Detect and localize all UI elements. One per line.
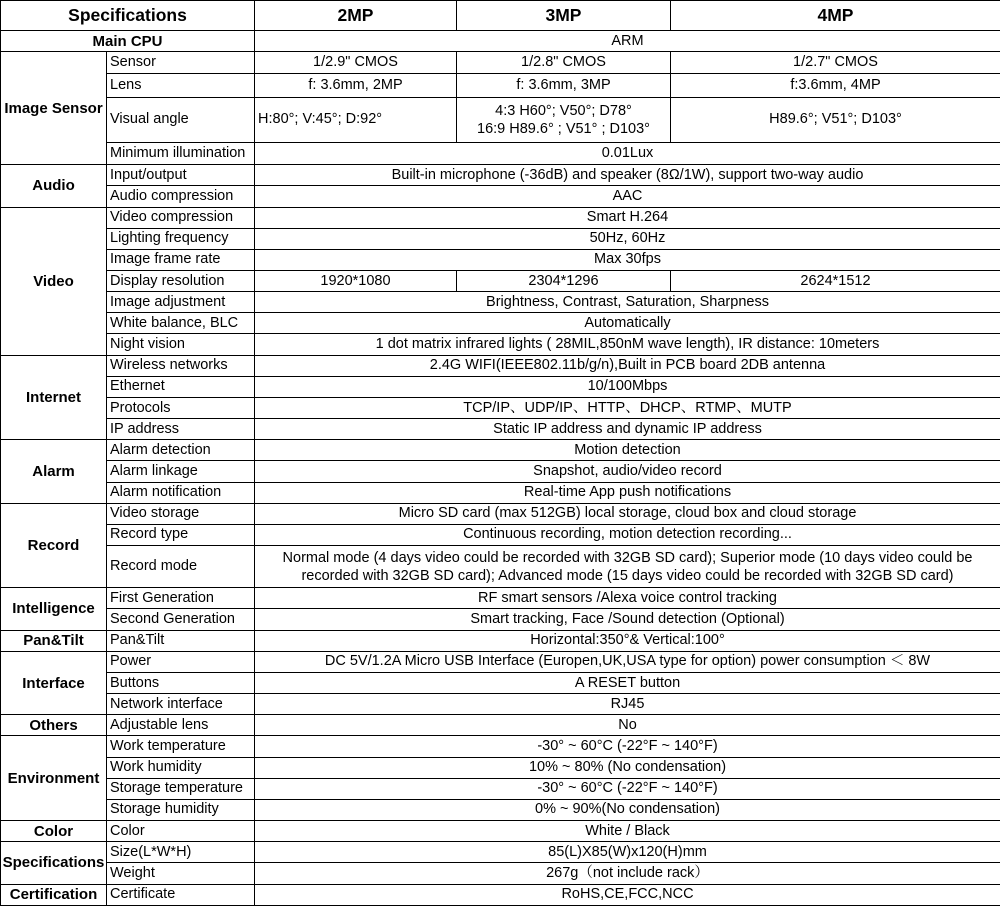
table-row	[1, 482, 1000, 503]
item-protocols: Protocols	[107, 397, 255, 418]
table-row	[1, 165, 1000, 186]
item-weight: Weight	[107, 863, 255, 884]
value-lighting-frequency: 50Hz, 60Hz	[255, 228, 1000, 249]
table-row	[1, 249, 1000, 270]
category-alarm: Alarm	[1, 440, 107, 503]
item-second-generation: Second Generation	[107, 609, 255, 630]
table-row	[1, 397, 1000, 418]
table-row	[1, 546, 1000, 588]
value-visual-angle-2mp: H:80°; V:45°; D:92°	[255, 97, 457, 142]
table-row	[1, 419, 1000, 440]
table-row	[1, 503, 1000, 524]
item-alarm-detection: Alarm detection	[107, 440, 255, 461]
value-work-temperature: -30° ~ 60°C (-22°F ~ 140°F)	[255, 736, 1000, 757]
table-row	[1, 440, 1000, 461]
table-row	[1, 461, 1000, 482]
value-wireless-networks: 2.4G WIFI(IEEE802.11b/g/n),Built in PCB board 2DB antenna	[255, 355, 1000, 376]
value-pan-tilt: Horizontal:350°& Vertical:100°	[255, 630, 1000, 651]
value-adjustable-lens: No	[255, 715, 1000, 736]
table-row	[1, 736, 1000, 757]
item-adjustable-lens: Adjustable lens	[107, 715, 255, 736]
item-wireless-networks: Wireless networks	[107, 355, 255, 376]
item-alarm-notification: Alarm notification	[107, 482, 255, 503]
value-storage-humidity: 0% ~ 90%(No condensation)	[255, 799, 1000, 820]
table-row	[1, 73, 1000, 97]
item-record-mode: Record mode	[107, 546, 255, 588]
header-specifications: Specifications	[1, 1, 255, 31]
header-2mp: 2MP	[255, 1, 457, 31]
value-network-interface: RJ45	[255, 694, 1000, 715]
value-lens-2mp: f: 3.6mm, 2MP	[255, 73, 457, 97]
value-record-type: Continuous recording, motion detection recording...	[255, 524, 1000, 545]
item-buttons: Buttons	[107, 672, 255, 693]
item-power: Power	[107, 651, 255, 672]
value-video-storage: Micro SD card (max 512GB) local storage, cloud box and cloud storage	[255, 503, 1000, 524]
value-record-mode	[255, 546, 1000, 588]
value-storage-temperature: -30° ~ 60°C (-22°F ~ 140°F)	[255, 778, 1000, 799]
value-lens-3mp: f: 3.6mm, 3MP	[457, 73, 671, 97]
table-row	[1, 630, 1000, 651]
item-audio-compression: Audio compression	[107, 186, 255, 207]
main-cpu-value: ARM	[255, 31, 1000, 52]
value-second-generation: Smart tracking, Face /Sound detection (Optional)	[255, 609, 1000, 630]
table-row	[1, 884, 1000, 905]
table-row	[1, 186, 1000, 207]
table-row	[1, 757, 1000, 778]
category-others: Others	[1, 715, 107, 736]
item-sensor: Sensor	[107, 52, 255, 73]
visual-angle-3mp-line1: 4:3 H60°; V50°; D78°	[495, 102, 632, 119]
item-visual-angle: Visual angle	[107, 97, 255, 142]
category-color: Color	[1, 821, 107, 842]
item-size: Size(L*W*H)	[107, 842, 255, 863]
category-specifications: Specifications	[1, 842, 107, 884]
table-row	[1, 588, 1000, 609]
item-lens: Lens	[107, 73, 255, 97]
table-row	[1, 651, 1000, 672]
value-power: DC 5V/1.2A Micro USB Interface (Europen,UK,USA type for option) power consumption ＜ 8W	[255, 651, 1000, 672]
value-sensor-2mp: 1/2.9" CMOS	[255, 52, 457, 73]
item-ip-address: IP address	[107, 419, 255, 440]
value-resolution-4mp: 2624*1512	[671, 270, 1000, 291]
table-row	[1, 524, 1000, 545]
item-night-vision: Night vision	[107, 334, 255, 355]
item-storage-humidity: Storage humidity	[107, 799, 255, 820]
category-audio: Audio	[1, 165, 107, 207]
visual-angle-3mp-line2: 16:9 H89.6° ; V51° ; D103°	[477, 120, 650, 137]
table-row	[1, 292, 1000, 313]
item-display-resolution: Display resolution	[107, 270, 255, 291]
item-network-interface: Network interface	[107, 694, 255, 715]
category-internet: Internet	[1, 355, 107, 440]
value-ip-address: Static IP address and dynamic IP address	[255, 419, 1000, 440]
item-min-illumination: Minimum illumination	[107, 143, 255, 165]
item-video-compression: Video compression	[107, 207, 255, 228]
item-pan-tilt: Pan&Tilt	[107, 630, 255, 651]
table-row	[1, 842, 1000, 863]
value-lens-4mp: f:3.6mm, 4MP	[671, 73, 1000, 97]
header-row	[1, 1, 1000, 31]
item-record-type: Record type	[107, 524, 255, 545]
value-work-humidity: 10% ~ 80% (No condensation)	[255, 757, 1000, 778]
value-alarm-detection: Motion detection	[255, 440, 1000, 461]
category-environment: Environment	[1, 736, 107, 821]
table-row	[1, 313, 1000, 334]
category-image-sensor: Image Sensor	[1, 52, 107, 165]
item-input-output: Input/output	[107, 165, 255, 186]
value-image-adjustment: Brightness, Contrast, Saturation, Sharpness	[255, 292, 1000, 313]
table-row	[1, 821, 1000, 842]
value-protocols: TCP/IP、UDP/IP、HTTP、DHCP、RTMP、MUTP	[255, 397, 1000, 418]
value-weight: 267g（not include rack）	[255, 863, 1000, 884]
item-ethernet: Ethernet	[107, 376, 255, 397]
value-sensor-4mp: 1/2.7" CMOS	[671, 52, 1000, 73]
category-certification: Certification	[1, 884, 107, 905]
value-color: White / Black	[255, 821, 1000, 842]
table-row	[1, 143, 1000, 165]
table-row	[1, 270, 1000, 291]
value-sensor-3mp: 1/2.8" CMOS	[457, 52, 671, 73]
main-cpu-label: Main CPU	[1, 31, 255, 52]
item-work-humidity: Work humidity	[107, 757, 255, 778]
item-frame-rate: Image frame rate	[107, 249, 255, 270]
category-record: Record	[1, 503, 107, 588]
value-resolution-3mp: 2304*1296	[457, 270, 671, 291]
table-row	[1, 207, 1000, 228]
table-row	[1, 355, 1000, 376]
item-color: Color	[107, 821, 255, 842]
value-alarm-notification: Real-time App push notifications	[255, 482, 1000, 503]
category-pan-tilt: Pan&Tilt	[1, 630, 107, 651]
table-row	[1, 31, 1000, 52]
table-row	[1, 863, 1000, 884]
item-video-storage: Video storage	[107, 503, 255, 524]
value-size: 85(L)X85(W)x120(H)mm	[255, 842, 1000, 863]
table-row	[1, 609, 1000, 630]
value-visual-angle-4mp: H89.6°; V51°; D103°	[671, 97, 1000, 142]
item-work-temperature: Work temperature	[107, 736, 255, 757]
value-resolution-2mp: 1920*1080	[255, 270, 457, 291]
table-row	[1, 228, 1000, 249]
table-row	[1, 376, 1000, 397]
item-white-balance: White balance, BLC	[107, 313, 255, 334]
item-certificate: Certificate	[107, 884, 255, 905]
value-white-balance: Automatically	[255, 313, 1000, 334]
category-video: Video	[1, 207, 107, 355]
item-image-adjustment: Image adjustment	[107, 292, 255, 313]
value-input-output: Built-in microphone (-36dB) and speaker (8Ω/1W), support two-way audio	[255, 165, 1000, 186]
value-video-compression: Smart H.264	[255, 207, 1000, 228]
table-row	[1, 778, 1000, 799]
value-visual-angle-3mp	[457, 97, 671, 142]
record-mode-line2: recorded with 32GB SD card); Advanced mode (15 days video could be recorded with 32GB SD card)	[301, 567, 954, 584]
header-4mp: 4MP	[671, 1, 1000, 31]
value-frame-rate: Max 30fps	[255, 249, 1000, 270]
item-alarm-linkage: Alarm linkage	[107, 461, 255, 482]
table-row	[1, 97, 1000, 142]
category-intelligence: Intelligence	[1, 588, 107, 630]
value-buttons: A RESET button	[255, 672, 1000, 693]
table-row	[1, 715, 1000, 736]
value-audio-compression: AAC	[255, 186, 1000, 207]
value-ethernet: 10/100Mbps	[255, 376, 1000, 397]
value-night-vision: 1 dot matrix infrared lights ( 28MIL,850nM wave length), IR distance: 10meters	[255, 334, 1000, 355]
table-row	[1, 334, 1000, 355]
item-first-generation: First Generation	[107, 588, 255, 609]
value-min-illumination: 0.01Lux	[255, 143, 1000, 165]
value-certificate: RoHS,CE,FCC,NCC	[255, 884, 1000, 905]
table-row	[1, 694, 1000, 715]
item-lighting-frequency: Lighting frequency	[107, 228, 255, 249]
value-first-generation: RF smart sensors /Alexa voice control tracking	[255, 588, 1000, 609]
record-mode-line1: Normal mode (4 days video could be recorded with 32GB SD card); Superior mode (10 days video could be	[282, 549, 973, 566]
header-3mp: 3MP	[457, 1, 671, 31]
table-row	[1, 672, 1000, 693]
table-row	[1, 52, 1000, 73]
category-interface: Interface	[1, 651, 107, 714]
item-storage-temperature: Storage temperature	[107, 778, 255, 799]
value-alarm-linkage: Snapshot, audio/video record	[255, 461, 1000, 482]
table-row	[1, 799, 1000, 820]
